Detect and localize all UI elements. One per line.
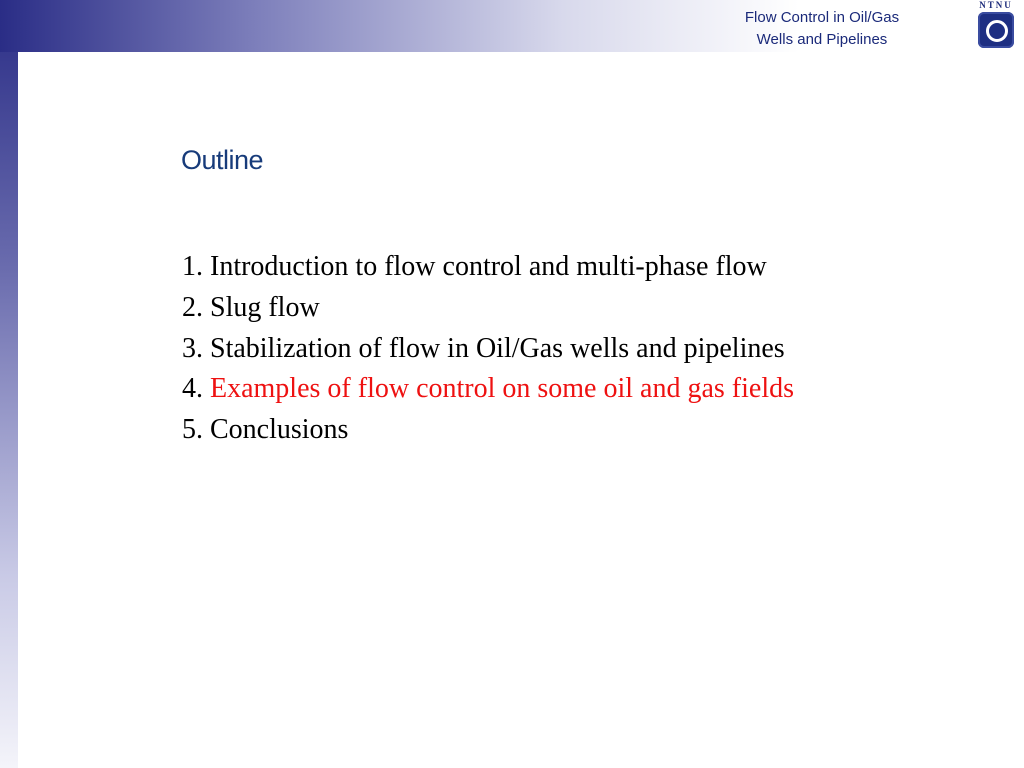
header-title-line2: Wells and Pipelines [756,31,888,48]
item-number: 3. [182,332,203,364]
item-text: Stabilization of flow in Oil/Gas wells and pipelines [210,332,785,364]
left-gradient-bar [0,0,18,768]
outline-list [182,247,794,451]
list-item [182,410,794,451]
item-number: 1. [182,251,203,282]
logo-text: NTNU [979,0,1013,10]
logo-ring [986,20,1008,42]
header-title [702,7,942,51]
slide-title: Outline [181,145,264,175]
header-title-line1: Flow Control in Oil/Gas [744,9,900,26]
item-text: Slug flow [210,291,320,323]
item-number: 2. [182,291,203,323]
list-item [182,247,794,288]
list-item [182,288,794,329]
item-number: 4. [182,373,203,405]
item-text-highlighted: Examples of flow control on some oil and gas fields [210,373,794,405]
list-item [182,329,794,370]
item-text: Introduction to flow control and multi-phase flow [210,251,767,282]
list-item [182,369,794,410]
item-number: 5. [182,414,203,446]
logo-emblem-icon [978,12,1014,48]
ntnu-logo [974,0,1018,52]
item-text: Conclusions [210,414,349,446]
